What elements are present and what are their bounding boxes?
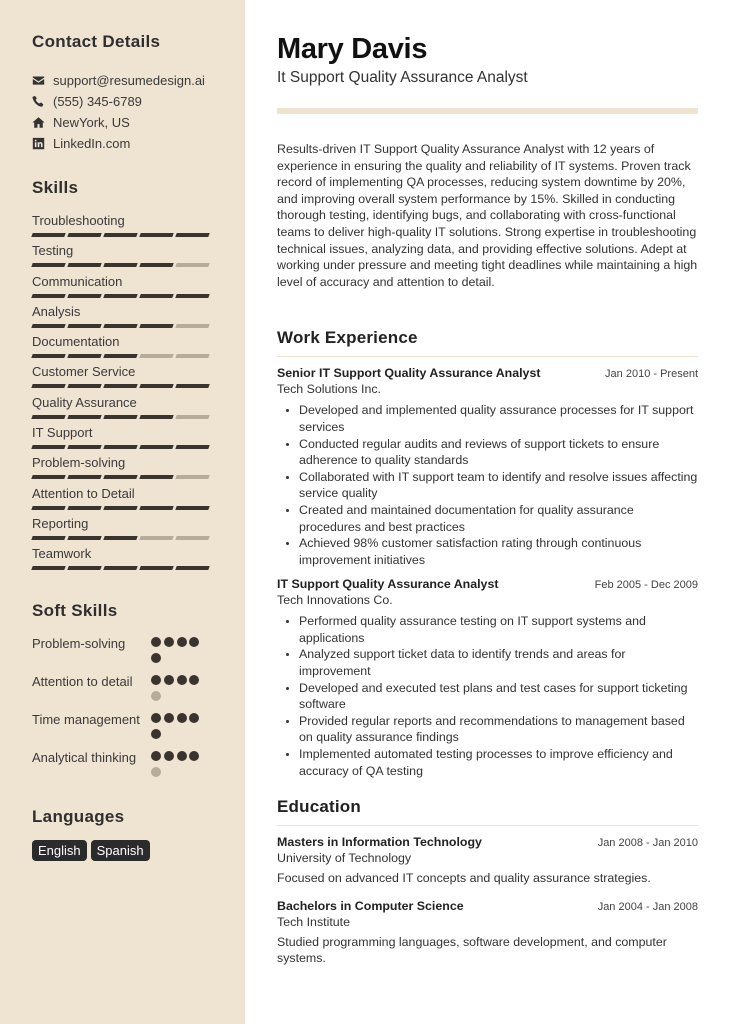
contact-location-text: NewYork, US bbox=[53, 115, 130, 130]
home-icon bbox=[32, 116, 45, 129]
language-list bbox=[32, 840, 245, 861]
job-bullet: • Created and maintained documentation for quality assurance procedures and best practices bbox=[299, 502, 698, 535]
job-bullet: • Conducted regular audits and reviews of support tickets to ensure adherence to quality standards bbox=[299, 436, 698, 469]
job-bullet: • Developed and executed test plans and test cases for support ticketing software bbox=[299, 680, 698, 713]
envelope-icon bbox=[32, 74, 45, 87]
skill-item bbox=[32, 486, 245, 516]
skill-name: Problem-solving bbox=[32, 455, 126, 471]
skill-rating-bar bbox=[32, 384, 245, 388]
rating-segment bbox=[103, 475, 137, 479]
soft-skill-rating-dots bbox=[151, 673, 203, 707]
rating-segment bbox=[175, 506, 209, 510]
skill-rating-bar bbox=[32, 294, 245, 298]
soft-skill-rating-dots bbox=[151, 711, 203, 745]
job-bullet: • Collaborated with IT support team to identify and resolve issues affecting service quality bbox=[299, 469, 698, 502]
rating-segment bbox=[31, 233, 65, 237]
skill-item bbox=[32, 516, 245, 546]
skill-rating-bar bbox=[32, 445, 245, 449]
job-header bbox=[277, 366, 698, 380]
skill-item bbox=[32, 274, 245, 304]
skill-rating-bar bbox=[32, 263, 245, 267]
skill-item bbox=[32, 304, 245, 334]
rating-segment bbox=[31, 263, 65, 267]
rating-segment bbox=[67, 263, 101, 267]
rating-dot bbox=[151, 653, 161, 663]
rating-segment bbox=[67, 415, 101, 419]
rating-dot bbox=[151, 637, 161, 647]
sidebar bbox=[0, 0, 245, 1024]
rating-segment bbox=[103, 445, 137, 449]
rating-dot bbox=[189, 675, 199, 685]
degree-title: Masters in Information Technology bbox=[277, 835, 482, 850]
rating-segment bbox=[31, 506, 65, 510]
contact-email-text: support@resumedesign.ai bbox=[53, 73, 205, 88]
degree-date: Jan 2004 - Jan 2008 bbox=[597, 900, 698, 913]
degree-list bbox=[277, 835, 698, 967]
rating-segment bbox=[67, 445, 101, 449]
skill-rating-bar bbox=[32, 506, 245, 510]
rating-dot bbox=[151, 751, 161, 761]
main-content bbox=[277, 32, 698, 967]
job-bullet: • Performed quality assurance testing on IT support systems and applications bbox=[299, 613, 698, 646]
rating-segment bbox=[139, 566, 173, 570]
rating-segment bbox=[103, 294, 137, 298]
skill-name: Communication bbox=[32, 273, 123, 289]
work-experience-section bbox=[277, 328, 698, 779]
rating-segment bbox=[139, 294, 173, 298]
rating-segment bbox=[139, 324, 173, 328]
soft-skill-list bbox=[32, 635, 245, 783]
job-bullets bbox=[277, 402, 698, 568]
rating-segment bbox=[175, 536, 209, 540]
languages-heading: Languages bbox=[32, 806, 125, 826]
job-list bbox=[277, 366, 698, 779]
skill-rating-bar bbox=[32, 354, 245, 358]
skill-name: Testing bbox=[32, 243, 74, 259]
rating-segment bbox=[139, 263, 173, 267]
job-bullet: • Achieved 98% customer satisfaction rating through continuous improvement initiatives bbox=[299, 535, 698, 568]
education-entry bbox=[277, 835, 698, 887]
skill-rating-bar bbox=[32, 536, 245, 540]
contact-phone-text: (555) 345-6789 bbox=[53, 94, 142, 109]
rating-segment bbox=[139, 475, 173, 479]
school-name: Tech Institute bbox=[277, 914, 351, 929]
soft-skill-rating-dots bbox=[151, 749, 203, 783]
soft-skill-item bbox=[32, 673, 245, 707]
job-company: Tech Solutions Inc. bbox=[277, 382, 382, 397]
skill-name: Teamwork bbox=[32, 546, 92, 562]
rating-segment bbox=[31, 566, 65, 570]
rating-dot bbox=[151, 767, 161, 777]
rating-dot bbox=[164, 751, 174, 761]
contact-heading: Contact Details bbox=[32, 32, 161, 51]
rating-segment bbox=[175, 324, 209, 328]
rating-segment bbox=[139, 415, 173, 419]
education-header bbox=[277, 899, 698, 913]
rating-dot bbox=[189, 751, 199, 761]
contact-section bbox=[32, 32, 245, 154]
skill-name: Customer Service bbox=[32, 364, 136, 380]
soft-skill-name: Time management bbox=[32, 711, 140, 727]
education-header bbox=[277, 835, 698, 849]
job-entry bbox=[277, 366, 698, 568]
contact-linkedin-text: LinkedIn.com bbox=[53, 136, 131, 151]
soft-skill-name: Problem-solving bbox=[32, 635, 126, 651]
skill-item bbox=[32, 455, 245, 485]
rating-segment bbox=[175, 566, 209, 570]
rating-segment bbox=[139, 354, 173, 358]
job-bullets bbox=[277, 613, 698, 779]
rating-segment bbox=[67, 233, 101, 237]
soft-skill-item bbox=[32, 749, 245, 783]
language-chip-english: English bbox=[32, 840, 87, 861]
rating-segment bbox=[67, 384, 101, 388]
rating-segment bbox=[67, 506, 101, 510]
rating-dot bbox=[177, 751, 187, 761]
rating-segment bbox=[31, 415, 65, 419]
job-title: IT Support Quality Assurance Analyst bbox=[277, 577, 499, 592]
linkedin-icon bbox=[32, 137, 45, 150]
rating-dot bbox=[177, 675, 187, 685]
skill-item bbox=[32, 243, 245, 273]
degree-title: Bachelors in Computer Science bbox=[277, 898, 464, 913]
job-bullet: • Developed and implemented quality assurance processes for IT support services bbox=[299, 402, 698, 435]
skill-item bbox=[32, 213, 245, 243]
rating-segment bbox=[31, 384, 65, 388]
rating-segment bbox=[103, 566, 137, 570]
rating-dot bbox=[164, 713, 174, 723]
rating-segment bbox=[103, 263, 137, 267]
rating-dot bbox=[151, 691, 161, 701]
job-entry bbox=[277, 577, 698, 779]
rating-segment bbox=[67, 566, 101, 570]
rating-segment bbox=[67, 475, 101, 479]
rating-segment bbox=[175, 445, 209, 449]
rating-dot bbox=[151, 675, 161, 685]
section-divider bbox=[277, 356, 698, 357]
rating-dot bbox=[177, 637, 187, 647]
rating-segment bbox=[103, 324, 137, 328]
skill-rating-bar bbox=[32, 324, 245, 328]
rating-dot bbox=[151, 729, 161, 739]
soft-skills-section bbox=[32, 601, 245, 783]
rating-segment bbox=[67, 324, 101, 328]
rating-segment bbox=[31, 445, 65, 449]
rating-segment bbox=[31, 536, 65, 540]
languages-section bbox=[32, 807, 245, 861]
rating-segment bbox=[139, 233, 173, 237]
rating-segment bbox=[175, 263, 209, 267]
education-heading: Education bbox=[277, 797, 361, 817]
rating-segment bbox=[103, 536, 137, 540]
job-bullet: • Analyzed support ticket data to identify trends and areas for improvement bbox=[299, 646, 698, 679]
skill-rating-bar bbox=[32, 233, 245, 237]
skill-name: Documentation bbox=[32, 334, 120, 350]
header-divider bbox=[277, 108, 698, 114]
skill-name: Attention to Detail bbox=[32, 485, 135, 501]
skill-list bbox=[32, 213, 245, 577]
skill-rating-bar bbox=[32, 566, 245, 570]
skill-item bbox=[32, 395, 245, 425]
degree-description: Studied programming languages, software development, and computer systems. bbox=[277, 934, 667, 966]
rating-segment bbox=[103, 506, 137, 510]
soft-skills-heading: Soft Skills bbox=[32, 600, 118, 620]
rating-segment bbox=[31, 294, 65, 298]
skill-rating-bar bbox=[32, 415, 245, 419]
soft-skill-name: Analytical thinking bbox=[32, 749, 137, 765]
job-date: Feb 2005 - Dec 2009 bbox=[594, 579, 698, 592]
rating-segment bbox=[31, 324, 65, 328]
rating-segment bbox=[103, 415, 137, 419]
phone-icon bbox=[32, 95, 45, 108]
rating-segment bbox=[31, 475, 65, 479]
degree-date: Jan 2008 - Jan 2010 bbox=[597, 837, 698, 850]
skill-rating-bar bbox=[32, 475, 245, 479]
job-company: Tech Innovations Co. bbox=[277, 593, 393, 608]
language-chip-spanish: Spanish bbox=[91, 840, 150, 861]
rating-dot bbox=[164, 675, 174, 685]
rating-segment bbox=[139, 536, 173, 540]
rating-segment bbox=[175, 354, 209, 358]
rating-segment bbox=[31, 354, 65, 358]
rating-segment bbox=[139, 384, 173, 388]
education-section bbox=[277, 797, 698, 967]
degree-description: Focused on advanced IT concepts and quality assurance strategies. bbox=[277, 871, 651, 886]
contact-location bbox=[32, 112, 245, 133]
skill-item bbox=[32, 364, 245, 394]
work-experience-heading: Work Experience bbox=[277, 328, 418, 348]
skill-name: Reporting bbox=[32, 515, 89, 531]
job-bullet: • Provided regular reports and recommendations to management based on quality assurance findings bbox=[299, 713, 698, 746]
section-divider bbox=[277, 825, 698, 826]
summary: Results-driven IT Support Quality Assurance Analyst with 12 years of experience in ensuring the quality and reliability of IT systems. Proven track record of implementing QA processes, reducing system downtime by 20%, and improving overall system performance by 15%. Skilled in conducting thorough testing, identifying bugs, and collaborating with cross-functional teams to deliver high-quality IT solutions. Strong expertise in troubleshooting technical issues, analyzing data, and providing effective solutions. Adept at working under pressure and meeting tight deadlines while maintaining a high level of accuracy and attention to detail. bbox=[277, 142, 698, 289]
rating-segment bbox=[139, 506, 173, 510]
rating-segment bbox=[67, 536, 101, 540]
job-title: Senior IT Support Quality Assurance Analyst bbox=[277, 366, 541, 381]
job-date: Jan 2010 - Present bbox=[605, 368, 698, 381]
rating-dot bbox=[151, 713, 161, 723]
job-bullet: • Implemented automated testing processes to improve efficiency and accuracy of QA testing bbox=[299, 746, 698, 779]
soft-skill-item bbox=[32, 635, 245, 669]
candidate-title: It Support Quality Assurance Analyst bbox=[277, 69, 528, 86]
skills-section bbox=[32, 178, 245, 577]
rating-segment bbox=[103, 233, 137, 237]
skill-name: IT Support bbox=[32, 425, 93, 441]
contact-list bbox=[32, 70, 245, 154]
skill-name: Analysis bbox=[32, 303, 81, 319]
contact-linkedin[interactable] bbox=[32, 133, 245, 154]
soft-skill-item bbox=[32, 711, 245, 745]
soft-skill-rating-dots bbox=[151, 635, 203, 669]
rating-segment bbox=[175, 233, 209, 237]
rating-dot bbox=[189, 713, 199, 723]
rating-segment bbox=[67, 354, 101, 358]
skill-name: Quality Assurance bbox=[32, 394, 137, 410]
soft-skill-name: Attention to detail bbox=[32, 673, 133, 689]
skill-name: Troubleshooting bbox=[32, 213, 125, 228]
rating-dot bbox=[164, 637, 174, 647]
school-name: University of Technology bbox=[277, 851, 412, 866]
rating-segment bbox=[103, 384, 137, 388]
contact-email[interactable] bbox=[32, 70, 245, 91]
candidate-name: Mary Davis bbox=[277, 33, 428, 65]
education-entry bbox=[277, 899, 698, 967]
rating-segment bbox=[175, 475, 209, 479]
contact-phone[interactable] bbox=[32, 91, 245, 112]
rating-segment bbox=[175, 415, 209, 419]
rating-dot bbox=[177, 713, 187, 723]
rating-segment bbox=[175, 384, 209, 388]
rating-segment bbox=[103, 354, 137, 358]
rating-segment bbox=[139, 445, 173, 449]
skills-heading: Skills bbox=[32, 178, 79, 197]
rating-segment bbox=[175, 294, 209, 298]
skill-item bbox=[32, 334, 245, 364]
skill-item bbox=[32, 546, 245, 576]
rating-dot bbox=[189, 637, 199, 647]
rating-segment bbox=[67, 294, 101, 298]
skill-item bbox=[32, 425, 245, 455]
job-header bbox=[277, 577, 698, 591]
